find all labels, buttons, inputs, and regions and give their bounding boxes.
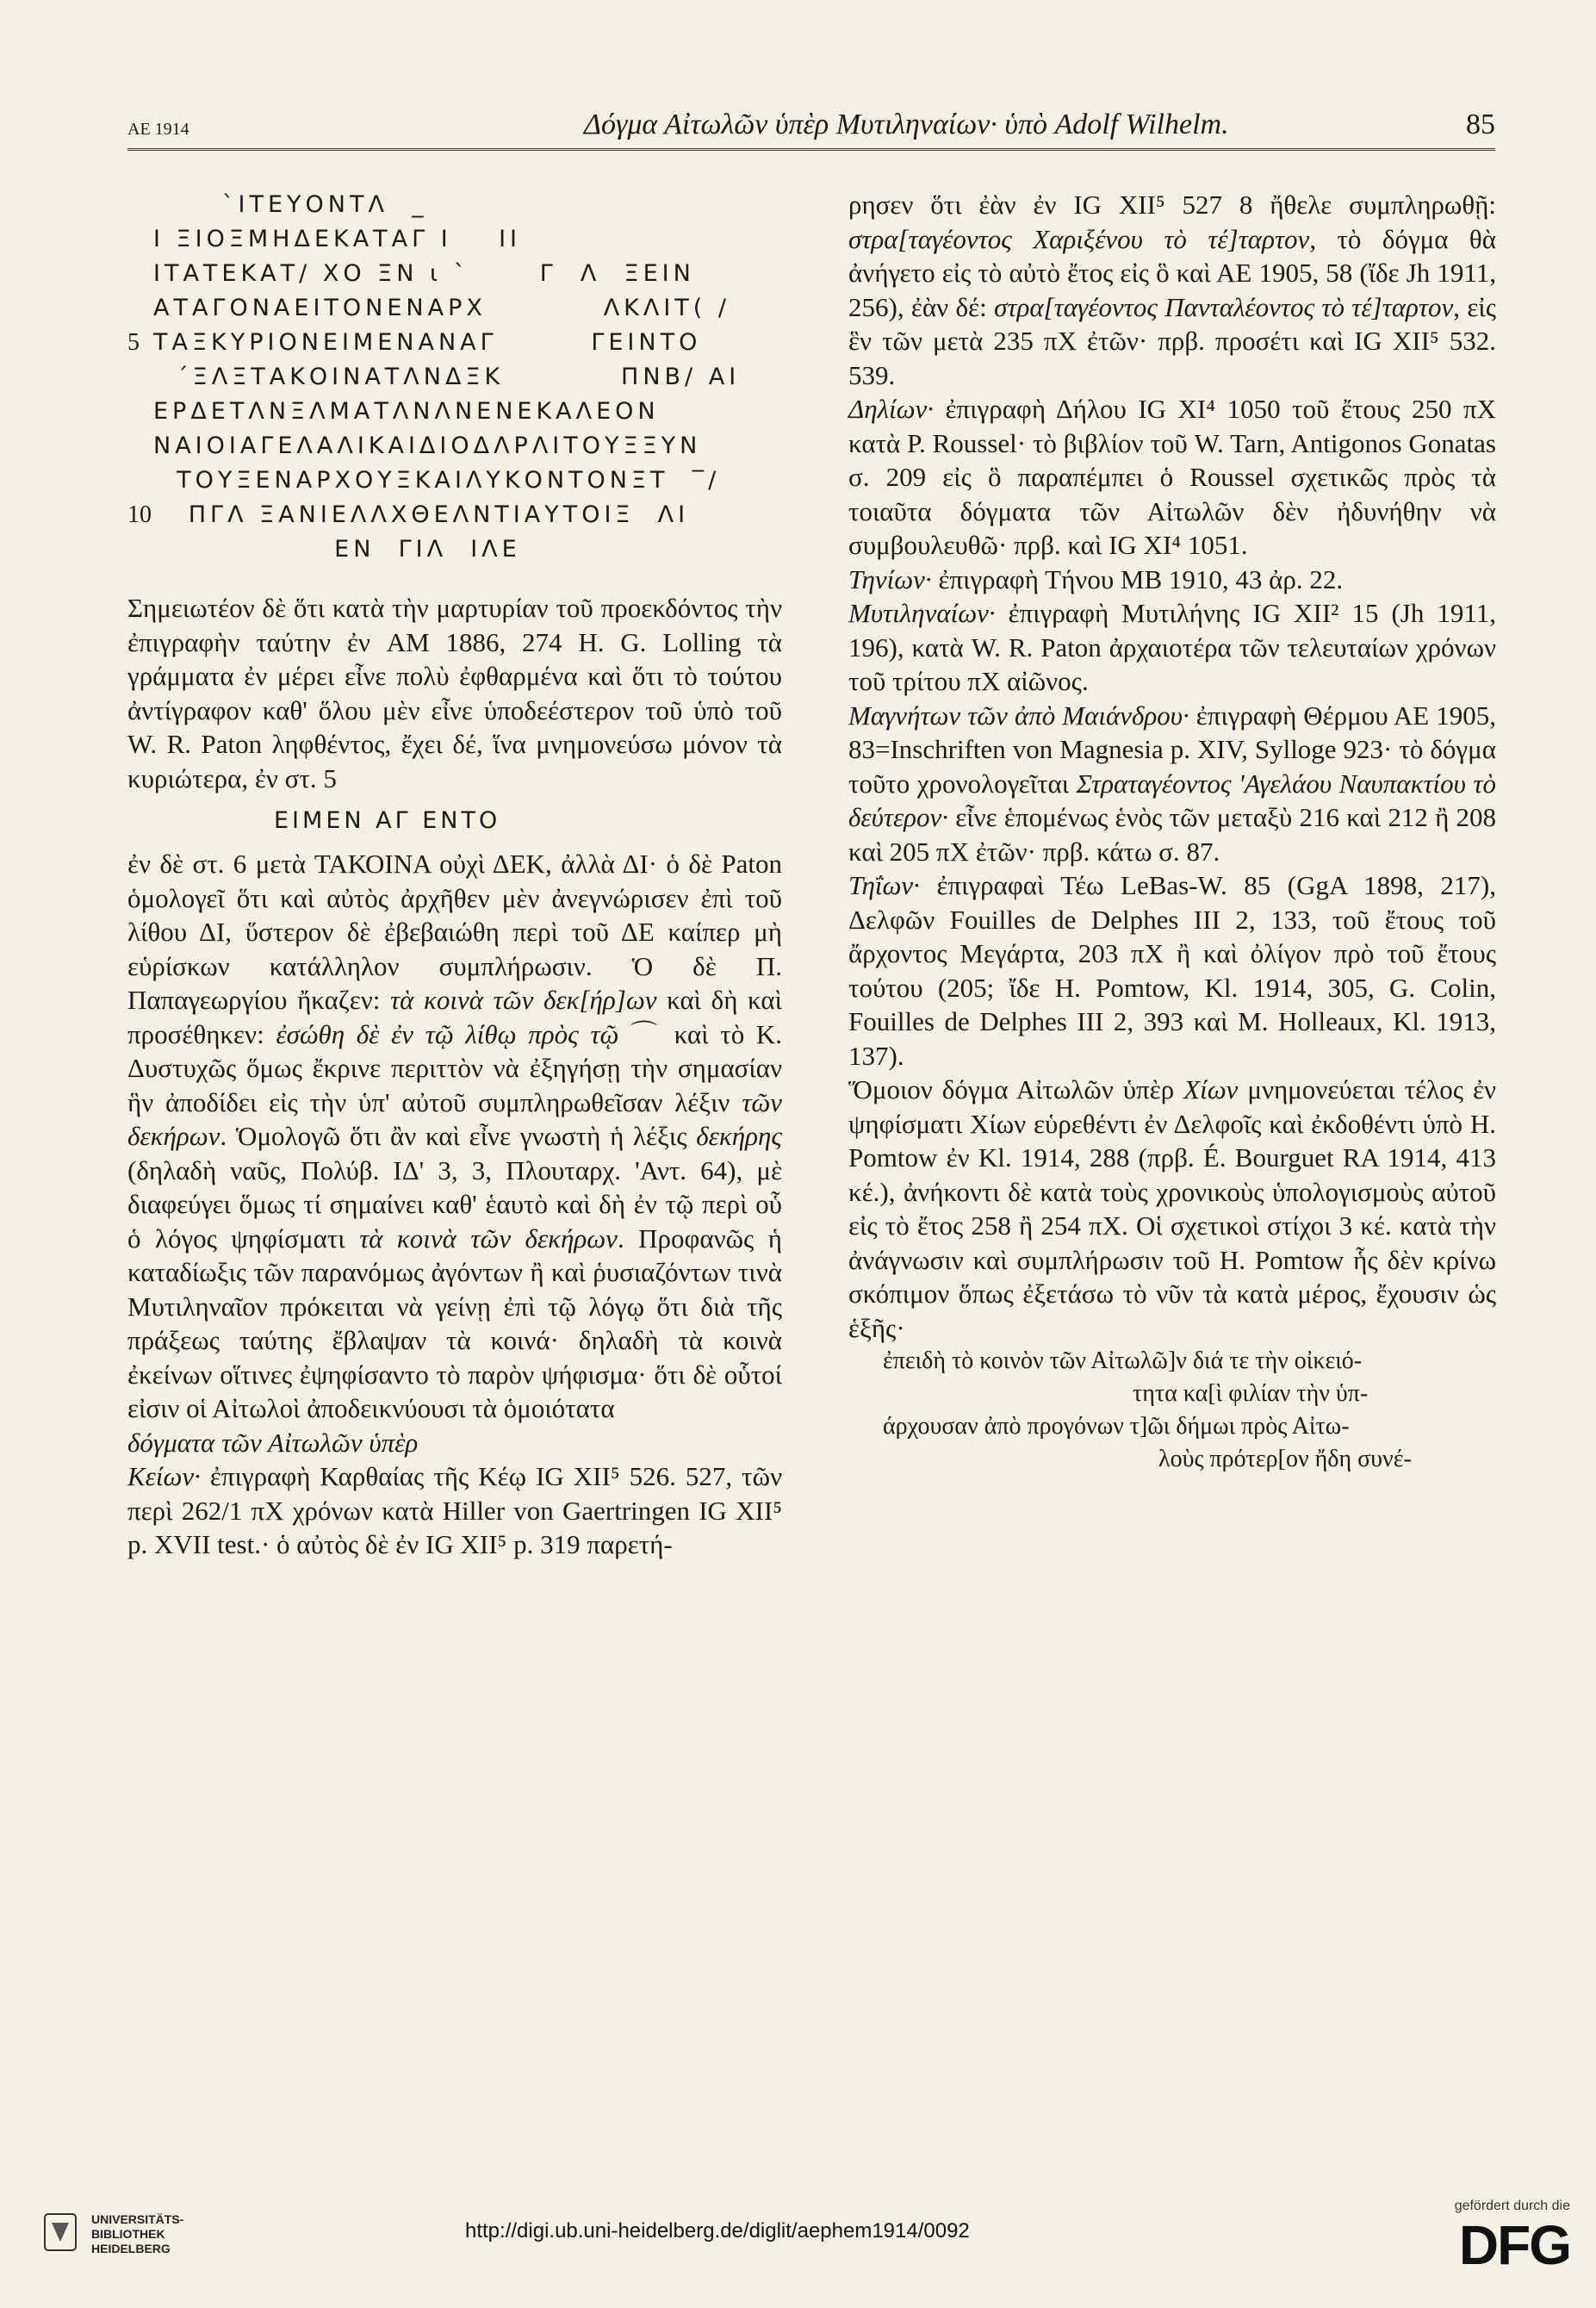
inscription-text: ΤΟΥΞΕΝΑΡΧΟΥΞΚΑΙΛΥΚΟΝΤΟΝΞΤ ‾/ — [153, 467, 721, 494]
entry-heading: Τηνίων· — [848, 563, 932, 594]
text-run: . Προφανῶς ἡ καταδίωξις τῶν παρανόμως ἀγόντων ἢ καὶ ῥυσιαζόντων τινὰ Μυτιληναῖον πρόκειται νὰ γείνῃ ἐπὶ τῷ λόγῳ ὅτι διὰ τῆς πράξεως ταύτης ἔβλαψαν τὰ κοινά· δηλαδὴ τὰ κοινὰ ἐκείνων οἵτινες ἐψηφίσαντο τὸ παρὸν ψήφισμα· ὅτι δὲ οὗτοί εἰσιν οἱ Αἰτωλοὶ ἀποδεικνύουσι τὰ ὁμοιότατα — [127, 1222, 782, 1423]
inscription-line — [127, 222, 782, 257]
entry-heading: Τηΐων· — [848, 870, 920, 900]
header-rule — [127, 148, 1495, 151]
paragraph-teion — [848, 868, 1496, 1073]
italic-run: Χίων — [1183, 1074, 1239, 1104]
inscription-line — [127, 498, 782, 532]
inscription-transcription — [127, 188, 782, 567]
text-run: ρησεν ὅτι ἐὰν ἐν IG XII⁵ 527 8 ἤθελε συμπληρωθῇ: — [848, 190, 1496, 220]
spacer — [127, 567, 782, 591]
right-column — [848, 188, 1496, 1476]
inscription-text: ΄ΞΛΞΤΑΚΟΙΝΑΤΛΝΔΞΚ ΠΝΒ/ ΑΙ — [153, 364, 741, 390]
inscription-line — [127, 395, 782, 429]
inscription-line — [127, 463, 782, 498]
italic-run: στρα[ταγέοντος Πανταλέοντος τὸ τέ]ταρτον — [994, 291, 1454, 322]
inscription-line — [127, 188, 782, 222]
inscription-line — [127, 360, 782, 395]
inscription-text: ΝΑΙΟΙΑΓΕΛΑΛΙΚΑΙΔΙΟΔΛΡΛΙΤΟΥΞΞΥΝ — [153, 432, 702, 459]
line-number: 5 — [127, 329, 140, 356]
entry-heading: Κείων· — [127, 1461, 201, 1491]
dfg-logo: DFG — [1458, 2214, 1570, 2276]
text-run: εἶνε ἑπομένως ἑνὸς τῶν μεταξὺ 216 καὶ 212 ἢ 208 καὶ 205 πΧ ἐτῶν· πρβ. κάτω σ. 87. — [848, 802, 1496, 867]
inscription-text: ΕΝ ΓΙΛ ΙΛΕ — [171, 536, 521, 563]
text-run: ἐπιγραφὴ Δήλου IG XI⁴ 1050 τοῦ ἔτους 250 πΧ κατὰ P. Roussel· τὸ βιβλίον τοῦ W. Tarn, Antigonos Gonatas σ. 209 εἰς ὃ παραπέμπει ὁ Roussel σχετικῶς πρὸς τὰ τοιαῦτα δόγματα τῶν Αἰτωλῶν δὲν ἠδυνήθην νὰ συμβουλευθῶ· πρβ. καὶ IG XI⁴ 1051. — [848, 394, 1496, 560]
inscription-text: ΙΤΑΤΕΚΑΤ/ ΧΟ ΞΝ ι ˋ Γ Λ ΞΕΙΝ — [153, 260, 695, 287]
text-run: ἐπιγραφὴ Τήνου MB 1910, 43 ἀρ. 22. — [931, 563, 1344, 594]
inscription-text: ΕΡΔΕΤΛΝΞΛΜΑΤΛΝΛΝΕΝΕΚΑΛΕΟΝ — [153, 398, 660, 425]
paragraph-chion — [848, 1073, 1496, 1345]
library-name: UNIVERSITÄTS- BIBLIOTHEK HEIDELBERG — [91, 2212, 184, 2255]
text-run: ἐπιγραφαὶ Τέω LeBas-W. 85 (GgA 1898, 217), Δελφῶν Fouilles de Delphes III 2, 133, τοῦ ἔτους τοῦ ἄρχοντος Μεγάρτα, 203 πΧ ἢ καὶ ὀλίγον πρὸ τοῦ ἔτους τούτου (205; ἴδε H. Pomtow, Kl. 1914, 305, G. Colin, Fouilles de Delphes III 2, 393 καὶ M. Holleaux, Kl. 1913, 137). — [848, 870, 1496, 1071]
text-run: , εἰς ἓν τῶν μετὰ 235 πΧ ἐτῶν· πρβ. προσέτι καὶ IG XII⁵ 532. 539. — [848, 291, 1497, 390]
paragraph-keion — [127, 1459, 782, 1562]
paragraph-lolling: Σημειωτέον δὲ ὅτι κατὰ τὴν μαρτυρίαν τοῦ προεκδόντος τὴν ἐπιγραφὴν ταύτην ἐν AM 1886, 274 H. G. Lolling τὰ γράμματα ἐν μέρει εἶνε πολὺ ἐφθαρμένα καὶ ὅτι τὸ τούτου ἀντίγραφον καθ' ὅλου μὲν εἶνε ὑποδεέστερον τοῦ ὑπὸ τοῦ W. R. Paton ληφθέντος, ἔχει δέ, ἵνα μνημονεύσω μόνον τὰ κυριώτερα, ἐν στ. 5 — [127, 593, 782, 793]
text-run: ⌒ καὶ τὸ Κ. Δυστυχῶς ὅμως ἔκρινε περιττὸν νὰ ἐξηγήσῃ τὴν σημασίαν ἣν ἀποδίδει εἰς τὴν ὑπ' αὐτοῦ συμπληρωθεῖσαν λέξιν — [127, 1018, 783, 1117]
inscription-text: ΑΤΑΓΟΝΑΕΙΤΟΝΕΝΑΡΧ ΛΚΛΙΤ( / — [153, 295, 731, 321]
inscription-line — [127, 291, 782, 326]
paragraph-continuation — [848, 188, 1496, 392]
italic-run: ἐσώθη δὲ ἐν τῷ λίθῳ πρὸς τῷ — [276, 1018, 619, 1049]
inscription-text: ΤΑΞΚΥΡΙΟΝΕΙΜΕΝΑΝΑΓ ΓΕΙΝΤΟ — [153, 329, 702, 356]
journal-abbrev: ΑΕ 1914 — [127, 120, 189, 139]
left-column — [127, 188, 782, 1562]
quoted-line: ἐπειδὴ τὸ κοινὸν τῶν Αἰτωλῶ]ν διά τε τὴν οἰκειό- — [883, 1347, 1363, 1374]
italic-run: τῶν δεκήρων — [127, 1086, 782, 1151]
paragraph-tenion — [848, 563, 1496, 597]
sponsor-block — [1454, 2199, 1570, 2276]
inscription-line — [127, 429, 782, 463]
quoted-line: λοὺς πρότερ[ον ἤδη συνέ- — [1158, 1446, 1412, 1472]
entry-heading: Δηλίων· — [848, 394, 935, 424]
paragraph-mytilenaion — [848, 596, 1496, 699]
paragraph-paton — [127, 847, 782, 1459]
footer — [0, 2188, 1596, 2308]
quoted-decree — [848, 1345, 1496, 1476]
text-run: μνημονεύεται τέλος ἐν ψηφίσματι Χίων εὑρεθέντι ἐν Δελφοῖς καὶ ἐκδοθέντι ὑπὸ H. Pomtow ἐν Kl. 1914, 288 (πρβ. É. Bourguet RA 1914, 413 κέ.), ἀνήκοντι δὲ κατὰ τοὺς χρονικοὺς ὑπολογισμοὺς αὐτοῦ εἰς τὸ ἔτος 258 ἢ 254 πΧ. Οἱ σχετικοὶ στίχοι 3 κέ. κατὰ τὴν ἀνάγνωσιν καὶ συμπλήρωσιν τοῦ H. Pomtow ἧς δὲν κρίνω σκόπιμον ὅπως ἐξετάσω τὸ νῦν τὰ κατὰ μέρος, ἔχουσιν ὡς ἑξῆς· — [848, 1074, 1496, 1343]
text-run: (δηλαδὴ ναῦς, Πολύβ. ΙΔ' 3, 3, Πλουταρχ. 'Αντ. 64), μὲ διαφεύγει ὅμως τί σημαίνει καθ' ἑαυτὸ καὶ δὴ ἐν τῷ περὶ οὗ ὁ λόγος ψηφίσματι — [127, 1154, 782, 1254]
inscription-line-5-variant: ΕΙΜΕΝ ΑΓ ΕΝΤΟ — [274, 807, 501, 834]
text-run: Ὅμοιον δόγμα Αἰτωλῶν ὑπὲρ — [848, 1074, 1184, 1104]
inscription-text: Ι ΞΙΟΞΜΗΔΕΚΑΤΑΓ Ι ΙΙ — [153, 226, 521, 252]
university-seal-icon — [43, 2212, 78, 2252]
sponsor-label: gefördert durch die — [1454, 2199, 1570, 2213]
quoted-line: άρχουσαν ἀπὸ προγόνων τ]ῶι δήμωι πρὸς Αἰτω- — [883, 1413, 1350, 1440]
text-run: ἐν δὲ στ. 6 μετὰ ΤΑΚΟΙΝΑ οὐχὶ ΔΕΚ, ἀλλὰ ΔΙ· ὁ δὲ Paton ὁμολογεῖ ὅτι καὶ αὐτὸς ἀρχῆθεν μὲν ἀνεγνώρισεν ἐπὶ τοῦ λίθου ΔΙ, ὕστερον δὲ ἐβεβαιώθη περὶ τοῦ ΔΕ καίπερ μὴ εὑρίσκων κατάλληλον συμπλήρωσιν. Ὁ δὲ Π. Παπαγεωργίου ἤκαζεν: — [127, 849, 782, 1015]
entry-heading: Μυτιληναίων· — [848, 598, 996, 628]
italic-run: τὰ κοινὰ τῶν δεκήρων — [359, 1222, 618, 1254]
inscription-line — [127, 326, 782, 360]
text-run: , τὸ δόγμα θὰ ἀνήγετο εἰς τὸ αὐτὸ ἔτος εἰς ὃ καὶ ΑΕ 1905, 58 (ἴδε Jh 1911, 256), ἐὰν δέ: — [848, 223, 1496, 322]
paragraph-delion — [848, 392, 1496, 563]
inscription-text: ΠΓΛ ΞΑΝΙΕΛΛΧΘΕΛΝΤΙΑΥΤΟΙΞ ΛΙ — [153, 501, 690, 528]
italic-run: Στραταγέοντος 'Αγελάου Ναυπακτίου τὸ δεύτερον· — [848, 768, 1497, 832]
running-title: Δόγμα Αἰτωλῶν ὑπὲρ Μυτιληναίων· ὑπὸ Adolf Wilhelm. — [584, 109, 1229, 140]
italic-run: στρα[ταγέοντος Χαριξένου τὸ τέ]ταρτον — [848, 223, 1310, 254]
quoted-line: τητα κα[ὶ φιλίαν τὴν ὑπ- — [1133, 1380, 1369, 1407]
permalink[interactable]: http://digi.ub.uni-heidelberg.de/diglit/aephem1914/0092 — [465, 2219, 970, 2243]
inscription-line — [127, 532, 782, 567]
text-run: καὶ δὴ καὶ προσέθηκεν: — [127, 985, 782, 1049]
line-number: 10 — [127, 501, 152, 528]
paragraph-magneton — [848, 699, 1496, 869]
entry-heading: Μαγνήτων τῶν ἀπὸ Μαιάνδρου· — [848, 700, 1189, 731]
page-number: 85 — [1466, 109, 1495, 140]
italic-run: δόγματα τῶν Αἰτωλῶν ὑπὲρ — [127, 1427, 419, 1458]
italic-run: τὰ κοινὰ τῶν δεκ[ήρ]ων — [389, 985, 657, 1015]
inscription-text: ˋΙΤΕΥΟΝΤΛ _ — [222, 191, 428, 218]
inscription-line — [127, 257, 782, 291]
text-run: ἐπιγραφὴ Μυτιλήνης IG XII² 15 (Jh 1911, 196), κατὰ W. R. Paton ἀρχαιοτέρα τῶν τελευταίων χρόνων τοῦ τρίτου πΧ αἰῶνος. — [848, 598, 1496, 696]
running-header — [127, 102, 1495, 146]
text-run: ἐπιγραφὴ Καρθαίας τῆς Κέῳ IG XII⁵ 526. 527, τῶν περὶ 262/1 πΧ χρόνων κατὰ Hiller von Gaertringen IG XII⁵ p. XVII test.· ὁ αὐτὸς δὲ ἐν IG XII⁵ p. 319 παρετή- — [127, 1461, 782, 1559]
text-run: ἐπιγραφὴ Θέρμου ΑΕ 1905, 83=Inschriften von Magnesia p. XIV, Sylloge 923· τὸ δόγμα τοῦτο χρονολογεῖται — [848, 700, 1496, 799]
text-run: . Ὁμολογῶ ὅτι ἂν καὶ εἶνε γνωστὴ ἡ λέξις — [220, 1121, 697, 1151]
italic-run: δεκήρης — [696, 1121, 782, 1151]
